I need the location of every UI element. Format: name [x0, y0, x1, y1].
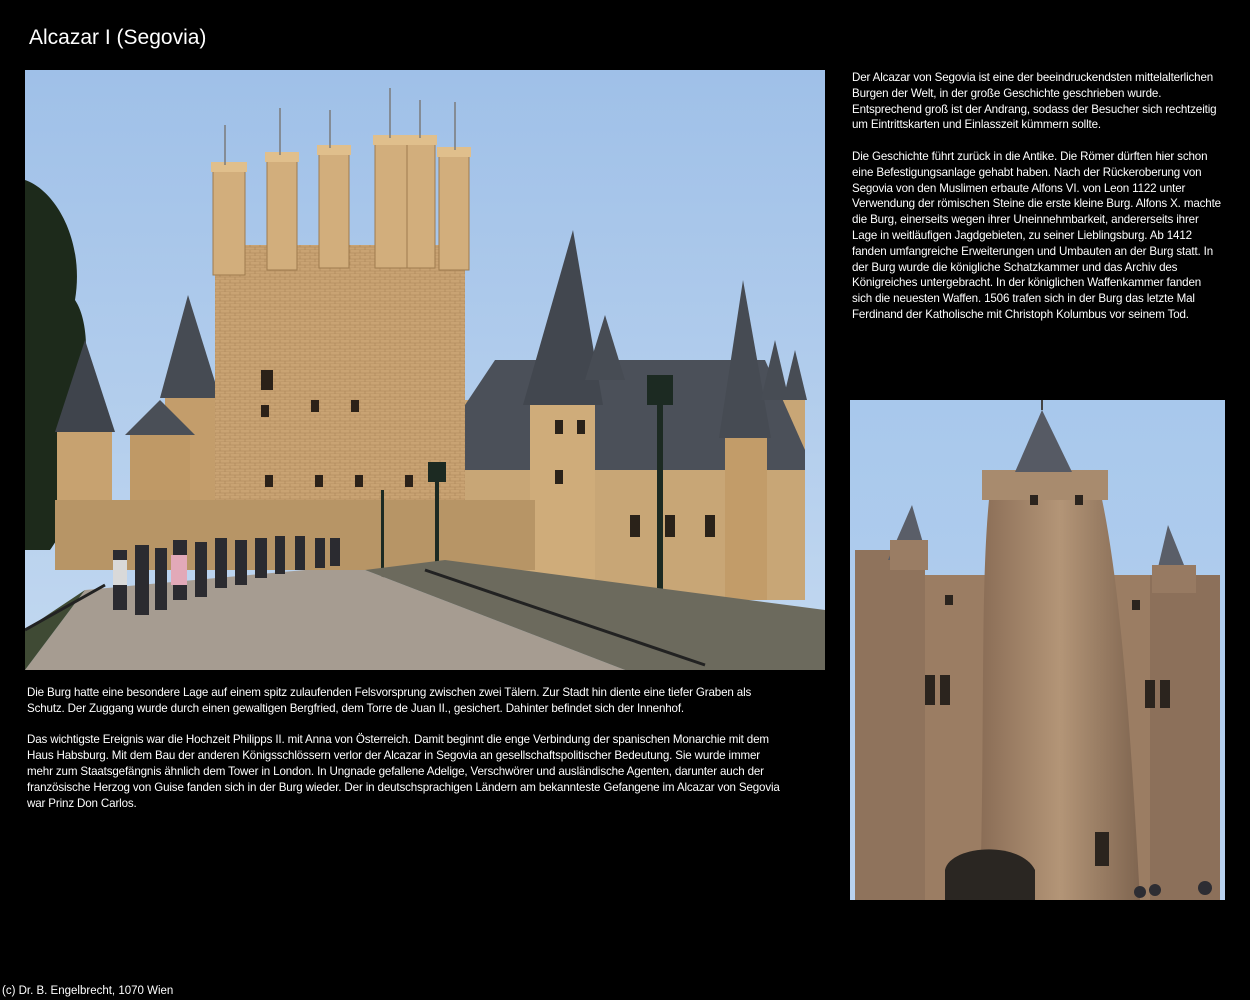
castle-tower-photo [850, 400, 1225, 900]
history-paragraph-2: Das wichtigste Ereignis war die Hochzeit Philipps II. mit Anna von Österreich. Damit beginnt die enge Verbindung der spanischen Monarchie mit dem Haus Habsburg. Mit dem Bau der anderen Königsschlössern verlor der Alcazar in Segovia an gesellschaftspolitischer Bedeutung. Sie wurde immer mehr zum Staatsgefängnis ähnlich dem Tower in London. In Ungnade gefallene Adelige, Verschwörer und ausländische Agenten, darunter auch der französische Herzog von Guise fanden sich in der Burg wieder. Der in deutschsprachigen Ländern am bekannteste Gefangene im Alcazar von Segovia war Prinz Don Carlos. [27, 733, 780, 810]
description-paragraph-2: Die Geschichte führt zurück in die Antike. Die Römer dürften hier schon eine Befestigungsanlage gehabt haben. Nach der Rückeroberung von Segovia von den Muslimen erbaute Alfons VI. von Leon 1122 unter Verwendung der römischen Steine die erste kleine Burg. Alfons X. machte die Burg, einerseits wegen ihrer Uneinnehmbarkeit, andererseits ihrer Lage in weitläufigen Jagdgebieten, zu seiner Lieblingsburg. Ab 1412 fanden umfangreiche Erweiterungen und Umbauten an der Burg statt. In der Burg wurde die königliche Schatzkammer und das Archiv des Königreiches untergebracht. In der königlichen Waffenkammer fanden sich die neuesten Waffen. 1506 trafen sich in der Burg das letzte Mal Ferdinand der Katholische mit Christoph Kolumbus vor seinem Tod. [852, 149, 1221, 321]
history-paragraph-1: Die Burg hatte eine besondere Lage auf einem spitz zulaufenden Felsvorsprung zwischen zwei Tälern. Zur Stadt hin diente eine tiefer Graben als Schutz. Der Zuggang wurde durch einen gewaltigen Bergfried, dem Torre de Juan II., gesichert. Dahinter befindet sich der Innenhof. [27, 686, 752, 715]
copyright-footer: (c) Dr. B. Engelbrecht, 1070 Wien [2, 985, 174, 997]
castle-description-text [852, 70, 1222, 339]
page-title: Alcazar I (Segovia) [29, 26, 207, 49]
castle-history-text [27, 685, 787, 827]
castle-main-photo [25, 70, 825, 670]
description-paragraph-1: Der Alcazar von Segovia ist eine der beeindruckendsten mittelalterlichen Burgen der Welt, in der große Geschichte geschrieben wurde. Entsprechend groß ist der Andrang, sodass der Besucher sich rechtzeitig um Eintrittskarten und Einlasszeit kümmern sollte. [852, 71, 1217, 132]
